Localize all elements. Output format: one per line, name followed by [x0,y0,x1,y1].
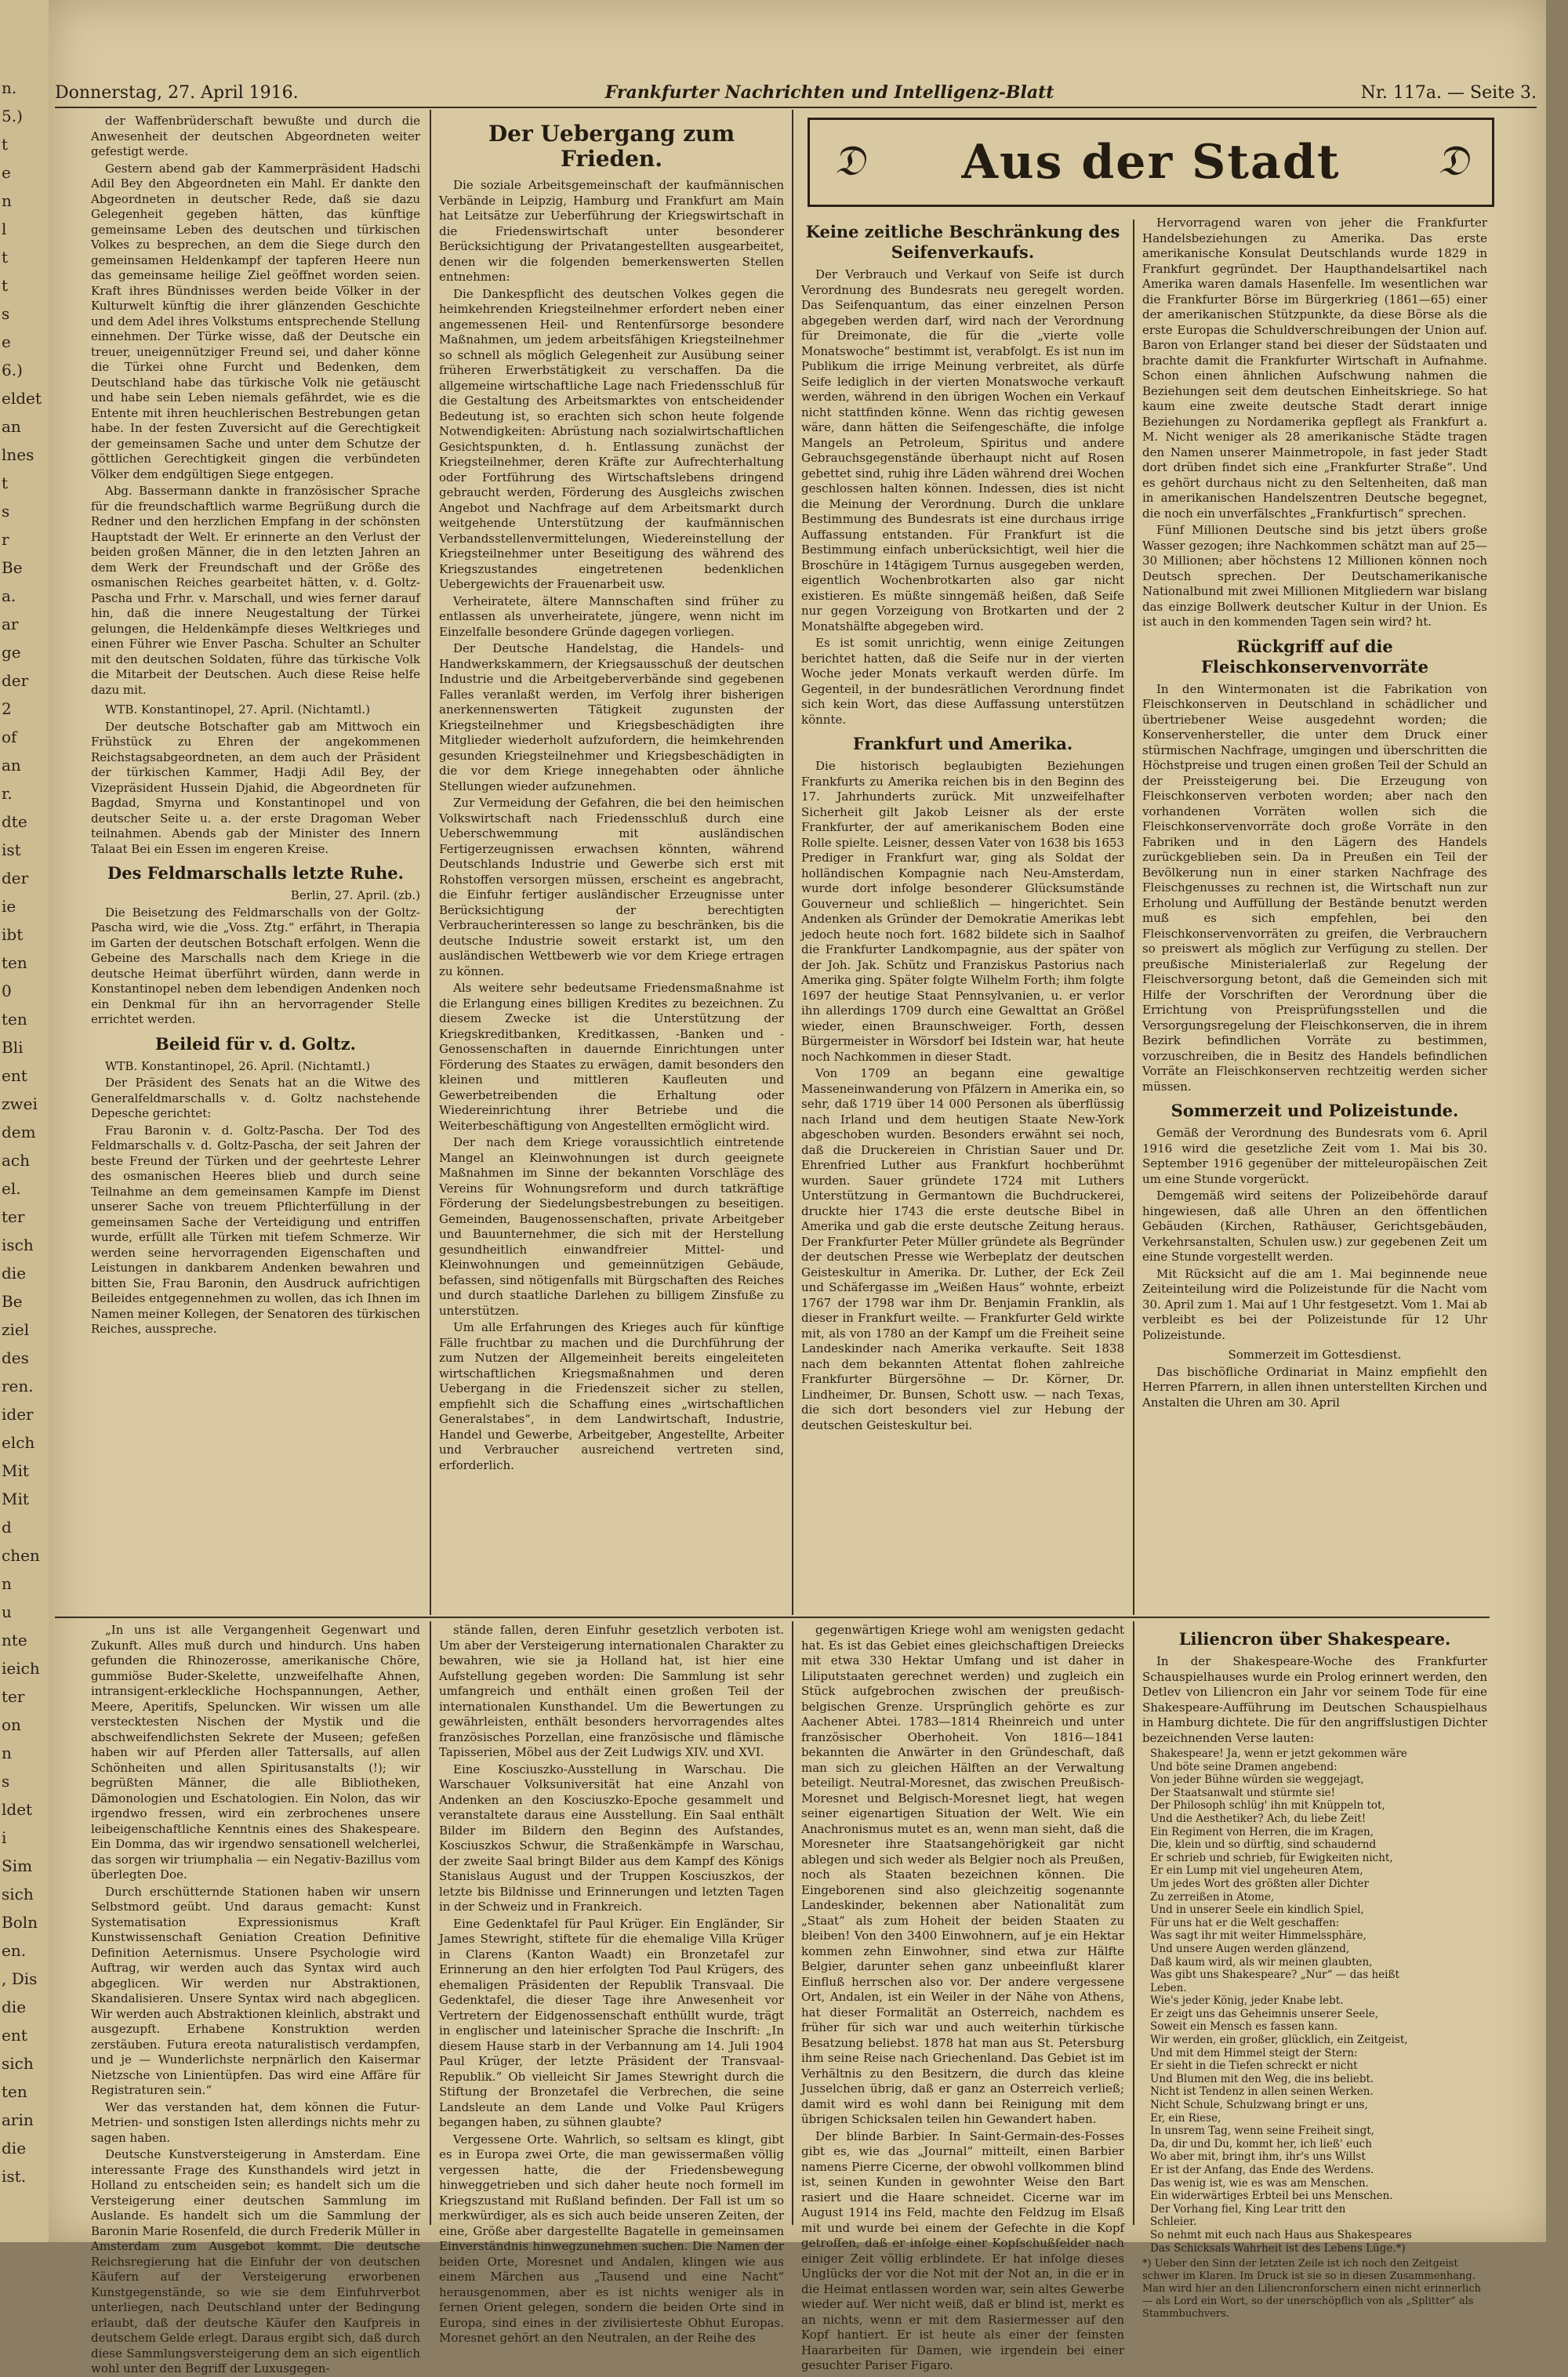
poem-line: Er sieht in die Tiefen schreckt er nicht [1150,2059,1358,2073]
adjacent-page-fragment: eldet [2,389,42,408]
poem-line: Das Schicksals Wahrheit ist des Lebens Lüge.*) [1150,2241,1406,2255]
col1-para: Abg. Bassermann dankte in französischer Sprache für die freundschaftlich warme Begrüßung durch die Redner und den herzlichen Empfang in der schönsten Hauptstadt der Welt. Er erinnerte an den Verlust der beiden großen Männer, die in den letzten Jahren an dem Werk der Freundschaft und der Größe des osmanischen Reiches gearbeitet hätten, v. d. Goltz-Pascha und Frhr. v. Marschall, und wies ferner darauf hin, daß die innere Neugestaltung der Türkei gelungen, die Heldenkämpfe dieses Weltkrieges und einen Führer wie Enver Pascha. Schulter an Schulter mit den deutschen Soldaten, führe das türkische Volk die Mitarbeit der Deutschen. Auch diese Reise helfe dazu mit. [91,484,420,697]
poem-line: Daß kaum wird, als wir meinen glaubten, [1150,1955,1373,1969]
adjacent-page-fragment: ieich [2,1659,40,1678]
poem-line: Soweit ein Mensch es fassen kann. [1150,2020,1338,2034]
adjacent-page-fragment: chen [2,1546,40,1565]
adjacent-page-fragment: n. [2,78,17,97]
adjacent-page-fragment: r [2,530,9,549]
adjacent-page-fragment: n [2,191,12,210]
column-1 [91,114,420,1611]
feuilleton-column-2 [439,1623,784,2345]
feuilleton-para: „In uns ist alle Vergangenheit Gegenwart und Zukunft. Alles muß durch und hindurch. Uns haben gefunden die Rhinozerosse, amerikanische Chöre, gummiöse Buder-Skelette, unzweifelhafte Ahnen, intransigent-erkleckliche Hochspannungen, Aether, Meere, Aperitifs, Speluncken. Wir wissen um alle verstecktesten Nischen der Mystik und die abschweifendlichsten Sekrete der Museen; gefeßen haben wir auf Pferden aller Tattersalls, auf allen Schönheiten und allen Spiritusanstalts (!); wir begrüßten Männer, die alle Bibliotheken, Dämonologien und Eschatologien. Ein Nolon, das wir irgendwo fressen, wird ein zerbrochenes unsere leibeigenschaftliche Kenntnis eines des Shakespeare. Ein Domma, das wir irgendwo sensationell welcherlei, das sorgen wir triumphalia — ein Negativ-Bazillus vom überlegten Doe. [91,1623,420,1882]
col4-para: Mit Rücksicht auf die am 1. Mai beginnende neue Zeiteinteilung wird die Polizeistunde für die Nacht vom 30. April zum 1. Mai auf 1 Uhr festgesetzt. Vom 1. Mai ab verbleibt es bei der Polizeistunde für 12 Uhr Polizeistunde. [1142,1266,1487,1342]
col3-para: Die historisch beglaubigten Beziehungen Frankfurts zu Amerika reichen bis in den Beginn des 17. Jahrhunderts zurück. Mit unzweifelhafter Sicherheit gilt Jakob Leisner als der erste Frankfurter, der auf amerikanischem Boden eine Rolle spielte. Leisner, dessen Vater von 1638 bis 1653 Prediger in Frankfurt war, ging als Soldat der holländischen Kompagnie nach Neu-Amsterdam, wurde dort infolge besonderer Glücksumstände Gouverneur und schließlich — hingerichtet. Sein Andenken als Gründer der Demokratie Amerikas lebt jedoch heute noch fort. 1682 bildete sich in Saalhof die Frankfurter Landkompagnie, aus der später von der Joh. Jak. Schütz und Franziskus Pastorius nach Amerika ging. Später folgte Wilhelm Forth; ihm folgte 1697 der heutige Staat Pennsylvanien, u. er verlor ihn allerdings 1709 durch eine Gewalttat an Größel wieder, einen Braunschweiger. Forth, dessen Bürgermeister in Wörsdorf bei Idstein war, hat heute noch Nachkommen in dieser Stadt. [801,759,1124,1064]
adjacent-page-fragment: ren. [2,1377,34,1395]
adjacent-page-fragment: die [2,1998,27,2016]
adjacent-page-fragment: s [2,502,10,521]
adjacent-page-fragment: der [2,869,29,887]
poem-line: Der Philosoph schlüg' ihn mit Knüppeln tot, [1150,1799,1385,1813]
poem-line: Wo aber mit, bringt ihm, ihr's uns Willst [1150,2150,1366,2164]
article-heading-beileid: Beileid für v. d. Goltz. [155,1033,356,1054]
feuilleton-para: Deutsche Kunstversteigerung in Amsterdam. Eine interessante Frage des Kunsthandels wird jetzt in Holland zu entscheiden sein; es handelt sich um die Versteigerung einer deutschen Sammlung im Auslande. Es handelt sich um die Sammlung der Baronin Marie Rosenfeld, die durch Frederik Müller in Amsterdam zum Ausgebot kommt. Die deutsche Reichsregierung hat die Einfuhr der von deutschen Käufern auf der Versteigerung erworbenen Kunstgegenstände, so wie sie dem Einfuhrverbot unterliegen, nach Deutschland unter der Bedingung erlaubt, daß der deutsche Käufer den Kaufpreis in deutschem Gelde erlegt. Daraus ergibt sich, daß durch diese Sammlungsversteigerung dem an sich eigentlich wohl unter den Begriff der Luxusgegen- [91,2147,420,2375]
poem-line: Ein widerwärtiges Erbteil bei uns Menschen. [1150,2190,1393,2203]
poem-line: Da, dir und Du, kommt her, ich ließ' euch [1150,2137,1372,2150]
article-heading-fleischkonserven: Rückgriff auf die Fleischkonservenvorräte [1200,636,1428,677]
banner-ornament-right: 𝔇 [1436,136,1468,185]
adjacent-page-fragment: nte [2,1631,27,1649]
poem-line: Wie's jeder König, jeder Knabe lebt. [1150,1994,1344,2008]
adjacent-page-fragment: t [2,135,9,154]
adjacent-page-fragment: sich [2,1885,34,1903]
header-date: Donnerstag, 27. April 1916. [55,82,299,103]
adjacent-page-fragment: dem [2,1123,36,1141]
adjacent-page-fragment: Be [2,558,23,577]
article-heading-feldmarschall: Des Feldmarschalls letzte Ruhe. [107,863,404,883]
adjacent-page-fragment: 6.) [2,361,23,379]
adjacent-page-fragment: die [2,2139,27,2157]
column-rule [792,1621,793,2225]
poem-line: Leben. [1150,1981,1187,1994]
adjacent-page-fragment: s [2,304,10,323]
col2-para: Die soziale Arbeitsgemeinschaft der kaufmännischen Verbände in Leipzig, Hamburg und Frankfurt am Main hat Leitsätze zur Ueberführung der Kriegswirtschaft in die Friedenswirtschaft unter besonderer Berücksichtigung der Privatangestellten ausgearbeitet, denen wir die folgenden bemerkenswerten Stellen entnehmen: [439,178,784,284]
feuilleton-para: Der blinde Barbier. In Saint-Germain-des-Fosses gibt es, wie das „Journal“ mitteilt, einen Barbier namens Pierre Cicerne, der obwohl vollkommen blind ist, seinen Kunden in gewohnter Weise den Bart rasiert und die Haare schneidet. Cicerne war im August 1914 ins Feld, machte den Feldzug im Elsaß mit und wurde bei einem der Gefechte in die Kopf getroffen, daß er infolge einer Kopfschußfelder nach einiger Zeit völlig erblindete. Er hat infolge dieses Unglücks der vor die Not mit der Not an, in die er in die Heimat entlassen worden war, sein altes Gewerbe wieder auf. Wer nicht weiß, daß er blind ist, merkt es an nichts, wenn er mit dem Rasiermesser auf den Kopf hantiert. Er ist heute als einer der feinsten Haararbeiten für Damen, wie irgendein bei einer gesuchter Pariser Figaro. [801,2128,1124,2372]
adjacent-page-fragment: des [2,1348,29,1367]
adjacent-page-fragment: ar [2,615,19,633]
adjacent-page-fragment: Mit [2,1461,29,1480]
poem-line: Was sagt ihr mit weiter Himmelssphäre, [1150,1929,1367,1943]
poem-line: Wir werden, ein großer, glücklich, ein Zeitgeist, [1150,2034,1408,2047]
adjacent-page-fragment: ie [2,897,16,916]
adjacent-page-fragment: l [2,220,7,238]
poem-line: Nicht ist Tendenz in allen seinen Werken. [1150,2085,1374,2099]
poem-line: Nicht Schule, Schulzwang bringt er uns, [1150,2099,1368,2112]
poem-line: Was gibt uns Shakespeare? „Nur“ — das heißt [1150,1969,1399,1982]
dateline: WTB. Konstantinopel, 26. April. (Nichtamtl.) [105,1058,370,1073]
adjacent-page-fragment: en. [2,1941,27,1960]
col4-para: In den Wintermonaten ist die Fabrikation von Fleischkonserven in Deutschland in schädlicher und übertriebener Weise ausgedehnt worden; die Konservenhersteller, die unter dem Druck einer stürmischen Nachfrage, umgingen und überschritten die Höchstpreise und trugen einen großen Teil der Schuld an der Preissteigerung bei. Die Erzeugung von Fleischkonserven verboten worden; aber nach den vorhandenen Vorräten wollen sich die Fleischkonservenvorräte doch große Vorräte in den Fabriken und in den Lägern des Handels zurückgeblieben sein. Da in Preußen ein Teil der Bevölkerung nun in einer starken Nachfrage des Fleischgenusses zu rechnen ist, die Wirtschaft nun zur Erholung und Auffüllung der Bestände benutzt werden muß es sich empfehlen, bei den Fleischkonservenvorräten zu greifen, die Verbrauchern so preiswert als möglich zur Verfügung zu stellen. Der preußische Ministerialerlaß zur Regelung der Fleischversorgung betont, daß die Gemeinden sich mit Hilfe der Vorschriften der Verordnung über die Errichtung von Preisprüfungsstellen und die Versorgungsregelung der Fleischkonserven, die in ihrem Bezirk befindlichen Vorräte zu bestimmen, vorzuschreiben, die in Besitz des Handels befindlichen Vorräte an Fleischkonserven rechtzeitig werden sicher müssen. [1142,681,1487,1094]
feuilleton-para: Eine Kosciuszko-Ausstellung in Warschau. Die Warschauer Volksuniversität hat eine Anzahl von Andenken an den Kosciuszko-Epoche gesammelt und veranstaltete daraus eine Ausstellung. Ein Saal enthält Bilder im Bildern den Beginn des Aufstandes, Kosciuszkos Schwur, die Straßenkämpfe in Warschau, der zweite Saal bringt Bilder aus dem Kampf des Königs Stanislaus August und der Truppen Kosciuszkos, der letzte bis Bildnisse und Erinnerungen und letzten Tagen in der Schweiz und in Frankreich. [439,1762,784,1914]
column-2 [439,114,784,1611]
poem [1142,1747,1487,2255]
col1-para: Die Beisetzung des Feldmarschalls von der Goltz-Pascha wird, wie die „Voss. Ztg.“ erfährt, in Therapia im Garten der deutschen Botschaft erfolgen. Wenn die Gebeine des Marschalls nach dem Kriege in die deutsche Heimat überführt würden, dann werde in Konstantinopel neben dem lebendigen Andenken noch ein Denkmal für ihn an hervorragender Stelle errichtet werden. [91,905,420,1026]
section-title: Aus der Stadt [961,135,1341,190]
adjacent-page-fragment: e [2,163,11,182]
adjacent-page-fragment: ibt [2,925,24,944]
adjacent-page-fragment: ent [2,2026,27,2045]
adjacent-page-fragment: i [2,1828,7,1847]
adjacent-page-fragment: ist. [2,2167,27,2186]
adjacent-page-fragment: ten [2,1010,27,1029]
adjacent-page-fragment: isch [2,1236,34,1254]
col1-para: Der deutsche Botschafter gab am Mittwoch ein Frühstück zu Ehren der angekommenen Reichstagsabgeordneten, an dem auch der Präsident der türkischen Kammer, Hadji Adil Bey, der Vizepräsident Hussein Djahid, die Abgeordneten für Bagdad, Smyrna und Konstantinopel und von deutscher Seite u. a. der erste Dragoman Weber teilnahmen. Abends gab der Minister des Innern Talaat Bei ein Essen im engeren Kreise. [91,719,420,856]
column-rule [430,110,431,1615]
feuilleton-para: Wer das verstanden hat, dem können die Futur-Metrien- und sonstigen Isten allerdings nichts mehr zu sagen haben. [91,2099,420,2145]
col2-para: Als weitere sehr bedeutsame Friedensmaßnahme ist die Erlangung eines billigen Kredites zu bezeichnen. Zu diesem Zwecke ist die Unterstützung der Kriegskreditbanken, Kreditkassen, -Banken und -Genossenschaften in dauernde Einrichtungen unter Förderung des Staates zu erwägen, damit besonders den kleinen und mittleren Kaufleuten und Gewerbetreibenden die Erhaltung oder Wiedereinrichtung ihrer Betriebe und die Weiterbeschäftigung von Angestellten ermöglicht wird. [439,981,784,1133]
poem-line: Und die Aesthetiker? Ach, du liebe Zeit! [1150,1812,1367,1825]
adjacent-page-fragment: Sim [2,1856,33,1875]
adjacent-page-fragment: n [2,1744,12,1762]
adjacent-page-fragment: ent [2,1066,27,1085]
column-rule [1133,1621,1134,2225]
footnote: *) Ueber den Sinn der letzten Zeile ist ich noch den Zeitgeist schwer im Klaren. Im Druck ist sie so in diesen Zusammenhang. Man wird hier an den Liliencronforschern einen nicht erinnerlich — als Lord ein Wort, so der unerschöpflich von als „Splitter“ als Stammbuchvers. [1142,2258,1481,2321]
adjacent-page-fragment: ten [2,2082,27,2101]
poem-line: Und böte seine Dramen angebend: [1150,1760,1338,1773]
adjacent-page-fragment: on [2,1715,21,1734]
poem-line: Und unsere Augen werden glänzend, [1150,1942,1350,1955]
poem-line: Er, ein Riese, [1150,2111,1221,2125]
poem-line: Er schrieb und schrieb, für Ewigkeiten nicht, [1150,1851,1393,1864]
subheading-gottesdienst: Sommerzeit im Gottesdienst. [1228,1348,1402,1362]
article-heading-amerika: Frankfurt und Amerika. [852,734,1073,753]
poem-line: Und in unserer Seele ein kindlich Spiel, [1150,1903,1364,1917]
section-rule [55,1617,1490,1618]
poem-line: Zu zerreißen in Atome, [1150,1890,1275,1903]
adjacent-page-fragment: an [2,417,21,436]
adjacent-page-fragment: Bli [2,1038,24,1057]
poem-line: So nehmt mit euch nach Haus aus Shakespeares [1150,2228,1412,2241]
adjacent-page-fragment: t [2,474,9,492]
col2-para: Zur Vermeidung der Gefahren, die bei den heimischen Volkswirtschaft nach Friedensschluß durch eine Ueberschwemmung mit ausländischen Fertigerzeugnissen erwachsen könnten, während Deutschlands Industrie und Gewerbe sich erst mit Rohstoffen versorgen müssen, erscheint es angebracht, die Einfuhr fertiger ausländischer Erzeugnisse unter Berücksichtigung der berechtigten Verbraucherinteressen so lange zu beschränken, bis die deutsche Industrie soweit erstarkt ist, um den ausländischen Wettbewerb wie vor dem Kriege ertragen zu können. [439,796,784,978]
feuilleton-para: Vergessene Orte. Wahrlich, so seltsam es klingt, gibt es in Europa zwei Orte, die man gewissermaßen völlig vergessen hatte, die der Friedensbewegung hinweggetrieben und sich daher heute noch formell im Kriegszustand mit Rußland befinden. Der Fall ist um so merkwürdiger, als es sich auch beide unseren Zeiten, der eine, Größe aber dargestellte Bagatelle in gemeinsamen Einverständnis hinwegzunehmen suchen. Die Namen der beiden Orte, Moresnet und Andalen, klingen wie aus einem Märchen aus „Tausend und eine Nacht“ herausgenommen, aber es ist nichts weniger als in fernen Orient gelegen, sondern die beiden Orte sind in Europa, sind eines in der zivilisierteste Obhut Europas. Moresnet gehört an den Neutralen, an der Reihe des [439,2132,784,2345]
col3-para: Der Verbrauch und Verkauf von Seife ist durch Verordnung des Bundesrats neu geregelt worden. Das Seifenquantum, das einer einzelnen Person abgegeben werden darf, wird nach der Verordnung für Dreimonate, die für die „vierte volle Monatswoche“ bestimmt ist, verabfolgt. Es ist nun im Publikum die irrige Meinung verbreitet, als dürfe Seife lediglich in der vierten Monatswoche verkauft werden, während in den übrigen Wochen ein Verkauf nicht stattfinden könne. Wenn das richtig gewesen wäre, dann hätten die Seifengeschäfte, die infolge Mangels an Petroleum, Spiritus und andere Gebrauchsgegenstände überhaupt nicht auf Rosen gebettet sind, ruhig ihre Läden während drei Wochen geschlossen halten können. Indessen, dies ist nicht die Meinung der Verordnung. Durch die unklare Bestimmung des Bundesrats ist eine durchaus irrige Auffassung entstanden. Für Frankfurt ist die Bestimmung einfach unberücksichtigt, weil hier die Broschüre in 14tägigem Turnus ausgegeben werden, eigentlich Wochenbrotkarten also gar nicht existieren. Es müßte sinngemäß heißen, daß Seife nur gegen Vorzeigung von Brotkarten und der 2 Monatshälfte abgegeben wird. [801,267,1124,633]
article-heading-sommerzeit: Sommerzeit und Polizeistunde. [1171,1101,1459,1120]
header-masthead: Frankfurter Nachrichten und Intelligenz-Blatt [604,82,1054,103]
poem-line: Er ist der Anfang, das Ende des Werdens. [1150,2164,1374,2176]
adjacent-page-fragment: 5.) [2,107,23,125]
feuilleton-column-4 [1142,1623,1487,2321]
col1-para: Frau Baronin v. d. Goltz-Pascha. Der Tod des Feldmarschalls v. d. Goltz-Pascha, der seit Jahren der beste Freund der Türken und der geehrteste Lehrer des osmanischen Heeres blieb und durch seine Teilnahme an dem gemeinsamen Kampfe im Dienst unserer Sache von treuem Pflichterfüllung in der gemeinsamen Sache der Verteidigung und entriffen wurde, erfüllt alle Türken mit tiefem Schmerze. Wir werden seine hervorragenden Eigenschaften und Leistungen in dankbarem Andenken bewahren und bitten Sie, Frau Baronin, den Ausdruck aufrichtigen Beileides entgegennehmen zu wollen, das ich Ihnen im Namen meiner Kollegen, der Senatoren des türkischen Reiches, ausspreche. [91,1123,420,1336]
poem-line: Der Vorhang fiel, King Lear tritt den [1150,2202,1346,2216]
col2-para: Um alle Erfahrungen des Krieges auch für künftige Fälle fruchtbar zu machen und die Durchführung der zum Nutzen der Allgemeinheit bereits eingeleiteten wirtschaftlichen Kriegsmaßnahmen und deren Uebergang in die Friedenszeit sicher zu stellen, empfiehlt sich die Schaffung eines „wirtschaftlichen Generalstabes“, in dem Landwirtschaft, Industrie, Handel und Gewerbe, Arbeitgeber, Angestellte, Arbeiter und Verbraucher ausreichend vertreten sind, erforderlich. [439,1320,784,1472]
adjacent-page-fragment: ziel [2,1320,30,1339]
poem-line: Shakespeare! Ja, wenn er jetzt gekommen wäre [1150,1747,1407,1760]
adjacent-page-fragment: ider [2,1405,34,1424]
adjacent-page-fragment: ge [2,643,21,662]
article-heading-uebergang: Der Uebergang zum Frieden. [488,121,735,172]
poem-line: Die, klein und so dürftig, sind schaudernd [1150,1838,1377,1852]
col1-para: Der Präsident des Senats hat an die Witwe des Generalfeldmarschalls v. d. Goltz nachstehende Depesche gerichtet: [91,1076,420,1120]
adjacent-page-fragment: zwei [2,1094,38,1113]
poem-line: Ein Regiment von Herren, die im Kragen, [1150,1825,1374,1838]
adjacent-page-fragment: of [2,728,17,746]
dateline: WTB. Konstantinopel, 27. April. (Nichtamtl.) [105,702,370,717]
poem-line: Der Staatsanwalt und stürmte sie! [1150,1786,1336,1799]
column-4 [1142,216,1487,1611]
adjacent-page-fragment: , Dis [2,1969,38,1988]
adjacent-page-fragment: d [2,1518,12,1537]
col2-para: Der Deutsche Handelstag, die Handels- und Handwerkskammern, der Kriegsausschuß der deutschen Industrie und die Arbeitgeberverbände sind gegebenen Falles veranlaßt werden, im Verfolg ihrer bisherigen anerkennenswerten Tätigkeit zugunsten der Kriegsteilnehmer und Kriegsbeschädigten ihre Mitglieder wiederholt aufzufordern, die heimkehrenden gesunden Kriegsteilnehmer und Kriegsbeschädigten in die vor dem Kriege innegehabten oder ähnliche Stellungen wieder aufzunehmen. [439,641,784,793]
article-heading-liliencron: Liliencron über Shakespeare. [1178,1629,1451,1649]
adjacent-page-fragment: e [2,332,11,351]
adjacent-page-fragment: an [2,756,21,775]
feuilleton-para: Eine Gedenktafel für Paul Krüger. Ein Engländer, Sir James Stewright, stiftete für die ehemalige Villa Krüger in Clarens (Kanton Waadt) ein Bronzetafel zur Erinnerung an den hier erfolgten Tod Paul Krügers, des ehemaligen Präsidenten der Republik Transvaal. Die Gedenktafel, die dieser Tage ihre Anwesenheit vor Vertretern der Eidgenossenschaft enthüllt wurde, trägt in englischer und lateinischer Sprache die Inschrift: „In diesem Hause starb in der Verbannung am 14. Juli 1904 Paul Krüger, der letzte Präsident der Transvaal-Republik.“ Ob vielleicht Sir James Stewright durch die Stiftung der Bronzetafel die Verbrechen, die seine Landsleute an dem Lande und Volke Paul Krügers begangen haben, zu sühnen glaubte? [439,1916,784,2129]
adjacent-page-fragment: ten [2,953,27,972]
col4-para: Hervorragend waren von jeher die Frankfurter Handelsbeziehungen zu Amerika. Das erste amerikanische Konsulat Deutschlands wurde 1829 in Frankfurt gegründet. Der Haupthandelsartikel nach Amerika waren damals Hasenfelle. Im wesentlichen war die Frankfurter Börse im Bürgerkrieg (1861—65) einer der amerikanischen Stützpunkte, da diese Börse als die erste Europas die Schuldverschreibungen der Union auf. Baron von Erlanger stand bei dieser der Südstaaten und brachte damit die Frankfurter Wirtschaft in Aufnahme. Schon einen ähnlichen Aufschwung nahmen die Beziehungen seit dem deutschen Einheitskriege. So hat kaum eine zweite deutsche Stadt derart innige Beziehungen zu Nordamerika gepflegt als Frankfurt a. M. Nicht weniger als 28 amerikanische Städte tragen den Namen unserer Mainmetropole, in fast jeder Stadt dort drüben findet sich eine „Frankfurter Straße“. Und es gehört durchaus nicht zu den Seltenheiten, daß man in amerikanischen Handelszentren Deutsche begegnet, die noch ein unverfälschtes „Frankfurtisch“ sprechen. [1142,216,1487,521]
col4-para: Fünf Millionen Deutsche sind bis jetzt übers große Wasser gezogen; ihre Nachkommen schätzt man auf 25—30 Millionen; aber höchstens 12 Millionen können noch Deutsch sprechen. Der Deutschamerikanische Nationalbund mit zwei Millionen Mitgliedern war bislang das einzige Bollwerk deutscher Kultur in der Union. Es ist auch in den kommenden Tagen sein wird? ht. [1142,523,1487,629]
col2-para: Die Dankespflicht des deutschen Volkes gegen die heimkehrenden Kriegsteilnehmer erfordert neben einer angemessenen Heil- und Rentenfürsorge besondere Maßnahmen, um jedem arbeitsfähigen Kriegsteilnehmer so schnell als möglich Gelegenheit zur Ausübung seiner früheren Erwerbstätigkeit zu verschaffen. Da die allgemeine wirtschaftliche Lage nach Friedensschluß für die Gestaltung des Arbeitsmarktes von entscheidender Bedeutung ist, so erachten sich schon heute folgende Notwendigkeiten: Abrüstung nach sozialwirtschaftlichen Gesichtspunkten, d. h. Entlassung zunächst der Kriegsteilnehmer, deren Kräfte zur Aufrechterhaltung oder Fortführung des Wirtschaftslebens dringend gebraucht werden, Förderung des Ausgleichs zwischen Angebot und Nachfrage auf dem Arbeitsmarkt durch weitgehende Unterstützung der kaufmännischen Verbandsstellenvermittelungen, Wiedereinstellung der Kriegsteilnehmer unter Beseitigung des während des Kriegszustandes eingetretenen bedenklichen Uebergewichts der Frauenarbeit usw. [439,286,784,591]
header-page-number: Nr. 117a. — Seite 3. [1360,82,1537,103]
adjacent-page-fragment: ter [2,1687,25,1706]
column-rule [792,110,793,1615]
poem-line: Schleier. [1150,2216,1197,2229]
adjacent-page-edge [0,0,51,2242]
poem-line: In unsrem Tag, wenn seine Freiheit singt, [1150,2125,1374,2138]
col3-para: Von 1709 an begann eine gewaltige Masseneinwanderung von Pfälzern in Amerika ein, so sehr, daß 1719 über 14 000 Personen als überflüssig nach Irland und dem heutigen Staate New-York abgeschoben wurden. Besonders erwähnt sei noch, daß die Druckereien in Christian Sauer und Dr. Ehrenfried Luther aus Frankfurt hochberühmt wurden. Sauer gründete 1724 mit Luthers Unterstützung in Germantown die Buchdruckerei, druckte hier 1743 die erste deutsche Bibel in Amerika und gab die erste deutsche Zeitung heraus. Der Frankfurter Peter Müller gründete als Begründer der deutschen Presse wie Werbeplatz der deutschen Geisteskultur in Amerika. Dr. Luther, der Eck Zeil und Schäfergasse im „Weißen Haus“ wohnte, erbeizt 1767 der 1798 war ihm Dr. Benjamin Franklin, als dieser in Frankfurt weilte. — Frankfurter Geld wirkte mit, als von 1780 an der Kampf um die Freiheit seine Landeskinder nach Amerika verkaufte. Seit 1838 nach dem bekannten Attentat flohen zahlreiche Frankfurter Bürgersöhne — Dr. Körner, Dr. Lindheimer, Dr. Bunsen, Schott usw. — nach Texas, die sich dort besonders viel zur Hebung der deutschen Geisteskultur bei. [801,1066,1124,1432]
column-rule [430,1621,431,2225]
col4-para: Das bischöfliche Ordinariat in Mainz empfiehlt den Herren Pfarrern, in allen ihnen unterstellten Kirchen und Anstalten die Uhren am 30. April [1142,1364,1487,1410]
adjacent-page-fragment: Boln [2,1913,38,1932]
adjacent-page-fragment: Be [2,1292,23,1311]
col1-para: der Waffenbrüderschaft bewußte und durch die Anwesenheit der deutschen Abgeordneten weiter gefestigt werde. [91,114,420,158]
col2-para: Der nach dem Kriege voraussichtlich eintretende Mangel an Kleinwohnungen ist durch geeignete Maßnahmen im Sinne der bekannten Vorschläge des Vereins für Wohnungsreform und durch tatkräftige Förderung der Siedelungsbestrebungen zu beseitigen. Gemeinden, Baugenossenschaften, private Arbeitgeber und Bauunternehmer, die sich mit der Herstellung gesundheitlich einwandfreier Mittel- und Kleinwohnungen und gemeinnützigen Gebäude, befassen, sind nötigenfalls mit Bürgschaften des Reiches und durch staatliche Darlehen zu billigem Zinsfuße zu unterstützen. [439,1135,784,1318]
adjacent-page-fragment: Mit [2,1490,29,1508]
poem-line: Für uns hat er die Welt geschaffen: [1150,1916,1340,1929]
feuilleton-column-3 [801,1623,1124,2372]
adjacent-page-fragment: sich [2,2054,34,2073]
feuilleton-para: stände fallen, deren Einfuhr gesetzlich verboten ist. Um aber der Versteigerung internationalen Charakter zu bewahren, wie sie ja Holland hat, ist hier eine Aufstellung gegeben worden: Die Sammlung ist sehr umfangreich und enthält einen großen Teil der internationalen Kunsthandel. Um die Bewertungen zu gewährleisten, enthält besonders hervorragendes altes französisches Porzellan, eine französische und flämische Tapisserien, Möbel aus der Zeit Ludwigs XIV. und XVI. [439,1623,784,1759]
adjacent-page-fragment: 2 [2,699,12,718]
adjacent-page-fragment: arin [2,2110,34,2129]
adjacent-page-fragment: el. [2,1179,21,1198]
section-banner [808,118,1494,207]
dateline: Berlin, 27. April. (zb.) [290,888,420,902]
adjacent-page-fragment: r. [2,784,13,803]
article-heading-seife: Keine zeitliche Beschränkung des Seifenverkaufs. [805,222,1120,262]
poem-line: Das wenig ist, wie es was am Menschen. [1150,2176,1369,2190]
poem-line: Er zeigt uns das Geheimnis unserer Seele, [1150,2007,1379,2020]
poem-line: Er ein Lump mit viel ungeheuren Atem, [1150,1864,1363,1878]
col4-para: Demgemäß wird seitens der Polizeibehörde darauf hingewiesen, daß alle Uhren an den öffentlichen Gebäuden (Kirchen, Rathäuser, Gerichtsgebäuden, Verkehrsanstalten, Schulen usw.) zur gegebenen Zeit um eine Stunde vorgestellt werden. [1142,1188,1487,1264]
adjacent-page-fragment: ldet [2,1800,33,1819]
adjacent-page-fragment: u [2,1602,12,1621]
feuilleton-para: In der Shakespeare-Woche des Frankfurter Schauspielhauses wurde ein Prolog erinnert werden, den Detlev von Liliencron ein Jahr vor seinem Tode für eine Shakespeare-Aufführung im Deutschen Schauspielhaus in Hamburg dichtete. Die für den angriffslustigen Dichter bezeichnenden Verse lauten: [1142,1654,1487,1745]
col3-para: Es ist somit unrichtig, wenn einige Zeitungen berichtet hatten, daß die Seife nur in der vierten Woche jeder Monats verkauft werden dürfe. Im Gegenteil, in der bundesrätlichen Verordnung findet sich kein Wort, das diese Auffassung unterstützen könnte. [801,636,1124,727]
poem-line: Um jedes Wort des größten aller Dichter [1150,1877,1369,1890]
adjacent-page-fragment: n [2,1574,12,1593]
poem-line: Und Blumen mit den Weg, die ins beliebt. [1150,2072,1374,2085]
feuilleton-para: gegenwärtigen Kriege wohl am wenigsten gedacht hat. Es ist das Gebiet eines gleichschaftigen Dreiecks mit etwa 330 Hektar Umfang und ist daher in Liliputstaaten gerechnet werden) und zugleich ein Stück aufgebrochen zwischen der preußisch-belgischen Grenze. Ursprünglich gehörte es zur Aachener Abtei. 1783—1814 Rheinreich und unter französischer Oberhoheit. Von 1816—1841 bekannten die Anwärter in den Gründeschaft, daß man sich zu gleichen Hälften an der Verwaltung beteiligt. Neutral-Moresnet, das zwischen Preußisch-Moresnet und Belgisch-Moresnet liegt, hat wegen seiner eigenartigen Situation der Welt. Wie ein Anachronismus mutet es an, wenn man sieht, daß die Moresneter ihre Staatsangehörigkeit gar nicht ablegen und sich weder als Belgier noch als Preußen, noch als Staaten bezeichnen können. Die Eingeborenen sind also gleichzeitig sogenannte Landeskinder, bekennen aber Nationalität zum „Staat“ als zum Hoheit der beiden Staaten zu bleiben! Von den 3400 Einwohnern, auf je ein Hektar kommen zehn Einwohner, sind etwa zur Hälfte Belgier, darunter sehen ganz unbeeinflußt klarer Einfluß herrschen also vor. Der andere vergessene Ort, Andalen, ist ein Weiler in der Nähe von Athens, hat dieser Formalität an Osterreich, nachdem es früher für sich war und auch weiterhin türkische Besatzung beliebst. 1878 hat man aus St. Petersburg ihm seine Reise nach Griechenland. Das Gebiet ist im Verhältnis zu den Besitzern, die durch das kleine Jusselchen übrig, daß er ganz an Osterreich verließ; damit wird es wohl dann bei Reinigung mit dem übrigen Schicksalen teilen hin Gewandert haben. [801,1623,1124,2126]
col2-para: Verheiratete, ältere Mannschaften sind früher zu entlassen als unverheiratete, jüngere, wenn nicht im Einzelfalle besondere Gründe dagegen vorliegen. [439,593,784,639]
adjacent-page-fragment: t [2,276,9,295]
banner-ornament-left: 𝔇 [833,136,866,185]
adjacent-page-fragment: dte [2,812,27,831]
page-header [55,78,1537,108]
column-rule [1133,220,1134,1615]
adjacent-page-fragment: die [2,1264,27,1283]
adjacent-page-fragment: lnes [2,445,34,464]
poem-line: Und mit dem Himmel steigt der Stern: [1150,2046,1358,2059]
adjacent-page-fragment: a. [2,586,16,605]
adjacent-page-fragment: ter [2,1207,25,1226]
col4-para: Gemäß der Verordnung des Bundesrats vom 6. April 1916 wird die gesetzliche Zeit vom 1. Mai bis 30. September 1916 gegenüber der mitteleuropäischen Zeit um eine Stunde vorgerückt. [1142,1126,1487,1186]
poem-line: Von jeder Bühne würden sie weggejagt, [1150,1773,1364,1787]
adjacent-page-fragment: t [2,248,9,267]
column-3 [801,216,1124,1611]
adjacent-page-fragment: ist [2,840,21,859]
adjacent-page-fragment: der [2,671,29,690]
adjacent-page-fragment: elch [2,1433,35,1452]
adjacent-page-fragment: 0 [2,982,12,1000]
adjacent-page-fragment: s [2,1772,10,1791]
feuilleton-para: Durch erschütternde Stationen haben wir unsern Selbstmord geübt. Und daraus gemacht: Kunst Systematisation Expressionismus Kraft Kunstwissenschaft Geniation Creation Definitive Definition Aeternismus. Unsere Psychologie wird Auftrag, wir werden auch das Syntax wird auch abgeglicen. Wir werden nur Abstraktionen, Skandalisieren. Unsere Syntax wird nach abgeglicen. Wir werden auch Abstraktionen kleinlich, abstrakt und ausgezupft. Erhabene Konstruktion werden zerstäuben. Futura ereota naturalistisch verdampfen, und je — Wunderlichste nerpnärlich den Kaisermar Nietzsche von Linientüpfen. Das wird eine Affäre für Registraturen sein.“ [91,1884,420,2097]
feuilleton-column-1 [91,1623,420,2375]
col1-para: Gestern abend gab der Kammerpräsident Hadschi Adil Bey den Abgeordneten ein Mahl. Er dankte den Abgeordneten in deutscher Rede, daß sie dazu Gelegenheit gegeben hätten, das künftige gemeinsame Leben des deutschen und türkischen Volkes zu besprechen, an dem die Siege durch den gemeinsamen Heldenkampf der tapferen Heere nun das gemeinsame heilige Ziel geöffnet worden seien. Kraft ihres Bündnisses werden beide Völker in der Kulturwelt künftig die ihrer glänzenden Geschichte und dem Adel ihres Volkstums entsprechende Stellung einnehmen. Der Türke wisse, daß der Deutsche ein treuer, uneigennütziger Freund sei, und daher könne die Türkei ohne Furcht und Bedenken, dem Deutschland habe das türkische Volk nie getäuscht und habe sein Leben niemals gefährdet, wie es die Entente mit ihren heuchlerischen Bestrebungen getan habe. In der festen Zuversicht auf die Gerechtigkeit der gemeinsamen Sache und unter dem Schutze der göttlichen Gerechtigkeit gingen die verbündeten Völker dem endgültigen Siege entgegen. [91,161,420,481]
adjacent-page-fragment: ach [2,1151,31,1170]
